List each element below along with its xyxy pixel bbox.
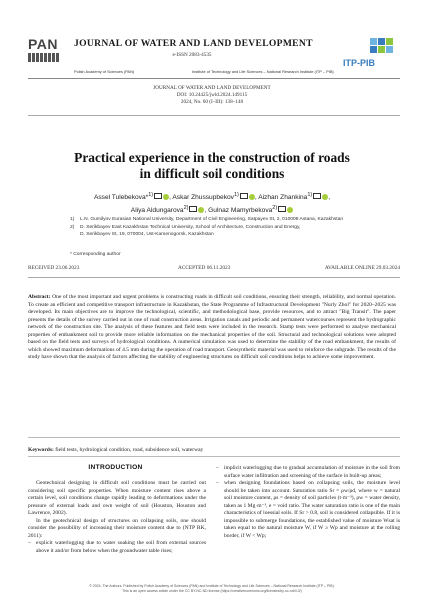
meta-issue: 2024, No. 60 (I–III): 138–148 (180, 99, 244, 106)
abstract-text: One of the most important and urgent problems is constructing roads in difficult soil conditions, ensuring their strength, reliability, and normal operation. To create an efficient and competitive transport infrastructure in Kazakhstan, the State Programme of Infrastructural Development "Nurly Zhol" for 2020–2025 was developed. Its main objectives are to improve the technological, scientific, and methodological base, provide resources, and to attract "Big Transit". The paper presents the details of the survey carried out in one of road construction areas. Irrigation canals and periodic and permanent watercourses represent the hydrographic network of the construction site. The analysis of these features and field tests were included in the research. Stamp tests were performed to analyse mechanical properties of embankment soil to provide more reliable information on the mechanical properties of the soil. Structural and technological solutions were adopted based on the field tests and surveys of hydrological conditions. A numerical simulation was used to determine the stability of the road embankment, the results of which showed maximum deformations of 4.5 mm during the operation of road transport. Geosynthetic material was used to reinforce the subgrade. The results of the study have shown that the analysis of factors affecting the stability of engineering structures on difficult soil conditions helps to achieve some improvement. (28, 294, 396, 361)
keywords (28, 447, 396, 453)
author-sup: 1) (307, 192, 313, 198)
corresponding-author-note: * Corresponding author (70, 252, 121, 257)
author-name[interactable]: Aizhan Zhankina (258, 194, 308, 202)
column-left (28, 480, 206, 555)
accepted-date: ACCEPTED 06.11.2023 (178, 265, 231, 271)
email-icon[interactable] (278, 206, 286, 212)
list-item: – explicit waterlogging due to water soaking the soil from external sources above it and/or from below when the groundwater table rises; (28, 540, 206, 554)
orcid-icon[interactable] (163, 194, 169, 200)
orcid-icon[interactable] (322, 194, 328, 200)
author-name[interactable]: Aliya Aldungarova (130, 207, 184, 215)
abstract (28, 294, 396, 362)
abstract-label: Abstract: (28, 294, 51, 300)
author-sup: 1) (233, 192, 239, 198)
orcid-icon[interactable] (198, 207, 204, 213)
author-name[interactable]: Gulnaz Mamyrbekova (208, 207, 273, 215)
dates-divider (28, 277, 400, 278)
section-heading: INTRODUCTION (88, 464, 143, 471)
received-date: RECEIVED 23.06.2023 (28, 265, 80, 271)
journal-title: JOURNAL OF WATER AND LAND DEVELOPMENT (74, 38, 313, 49)
list-item: – implicit waterlogging due to gradual accumulation of moisture in the soil from surface water infiltration and screening of the surface in built-up areas; (216, 465, 400, 479)
orcid-icon[interactable] (249, 194, 255, 200)
abstract-divider (28, 437, 400, 438)
keywords-label: Keywords: (28, 447, 54, 453)
affiliation-item: D. Serikbayev St, 19, 070004, Ust-Kamenogorsk, Kazakhstan (80, 232, 214, 238)
affiliation-item: 2) D. Serikbayev East Kazakhstan Technical University, School of Architecture, Construction and Energy, (70, 224, 301, 230)
meta-journal: JOURNAL OF WATER AND LAND DEVELOPMENT (153, 85, 271, 91)
footer-license (0, 584, 424, 594)
article-dates (28, 265, 400, 273)
email-icon[interactable] (154, 193, 162, 199)
list-item: – when designing foundations based on collapsing soils, the moisture level should be taken into account. Saturation ratio Sr = ρw/ρd, where w = natural soil moisture content, ρs = density of soil particles (t·m⁻³), ρw = water density, taken as 1 Mg·m⁻³, e = void ratio. The water saturation ratio is one of the main characteristics of loessial soils. If Sr > 0.8, soil is considered collapsible. If it is impossible to submerge foundations, the established value of moisture Wsat is taken equal to the natural moisture W, if W ≥ Wp and moisture at the rolling border, if W < Wp; (216, 480, 400, 539)
title-line-2: in difficult soil conditions (139, 166, 285, 181)
orcid-icon[interactable] (287, 207, 293, 213)
article-title (40, 150, 384, 182)
eissn: e-ISSN 2083-4535 (172, 52, 212, 58)
pan-logo-text: PAN (28, 36, 59, 52)
header-divider (28, 78, 400, 79)
keywords-text: field tests, hydrological condition, road, subsidence soil, waterway (55, 447, 204, 453)
author-sup: 2) (183, 205, 189, 212)
author-name[interactable]: Askar Zhussupbekov (172, 194, 234, 202)
affiliations (70, 216, 370, 239)
meta-doi: DOI: 10.24425/jwld.2024.149115 (176, 92, 248, 99)
pan-affiliation: Polish Academy of Sciences (PAN) (74, 69, 135, 74)
email-icon[interactable] (240, 193, 248, 199)
meta-divider (28, 115, 400, 116)
footer-line-2: This is an open access article under the CC BY-NC-ND license (https://creativecommons.org/licenses/by-nc-nd/4.0/) (122, 589, 302, 593)
footer-line-1: © 2024. The Authors. Published by Polish Academy of Sciences (PAN) and Institute of Technology and Life Sciences – National Research Institute (ITP – PIB). (89, 584, 335, 588)
pan-logo (28, 36, 68, 62)
author-sup: 1) (148, 192, 154, 198)
title-line-1: Practical experience in the construction of roads (74, 150, 350, 165)
affiliation-item: 1) L.N. Gumilyov Eurasian National University, Department of Civil Engineering, Satpayev St, 2, 010008 Astana, Kazakhstan (70, 217, 344, 222)
keywords-divider (28, 456, 400, 457)
author-name[interactable]: Assel Tulebekova* (93, 194, 149, 202)
available-date: AVAILABLE ONLINE 29.03.2024 (324, 265, 400, 271)
author-line-2: Aliya Aldungarova$^{2)}$ , Gulnaz Mamyrbekova$^{2)}$ (28, 203, 396, 216)
article-meta (0, 85, 424, 107)
column-right (216, 465, 400, 540)
email-icon[interactable] (313, 193, 321, 199)
paragraph: In the geotechnical design of structures on collapsing soils, one should consider the possibility of increasing their moisture content due to (NTP RK, 2011): (28, 517, 206, 539)
author-line-1: Assel Tulebekova*$^{1)}$ , Askar Zhussupbekov$^{1)}$ , Aizhan Zhankina$^{1)}$ , (93, 192, 331, 202)
itp-affiliation: Institute of Technology and Life Sciences – National Research Institute (ITP – PIB) (192, 69, 334, 74)
author-sup: 2) (272, 205, 278, 212)
paragraph: Geotechnical designing in difficult soil conditions must be carried out considering soil specific properties. When moisture content rises above a certain level, soil conditions change rapidly leading to deformations under the pressure of external loads and own weight of soil (Houston, Houston and Lawrence, 2002). (28, 480, 206, 517)
pan-logo-bars (28, 53, 68, 62)
email-icon[interactable] (189, 206, 197, 212)
author-list (28, 190, 396, 216)
itp-logo-text: ITP-PIB (343, 58, 376, 68)
